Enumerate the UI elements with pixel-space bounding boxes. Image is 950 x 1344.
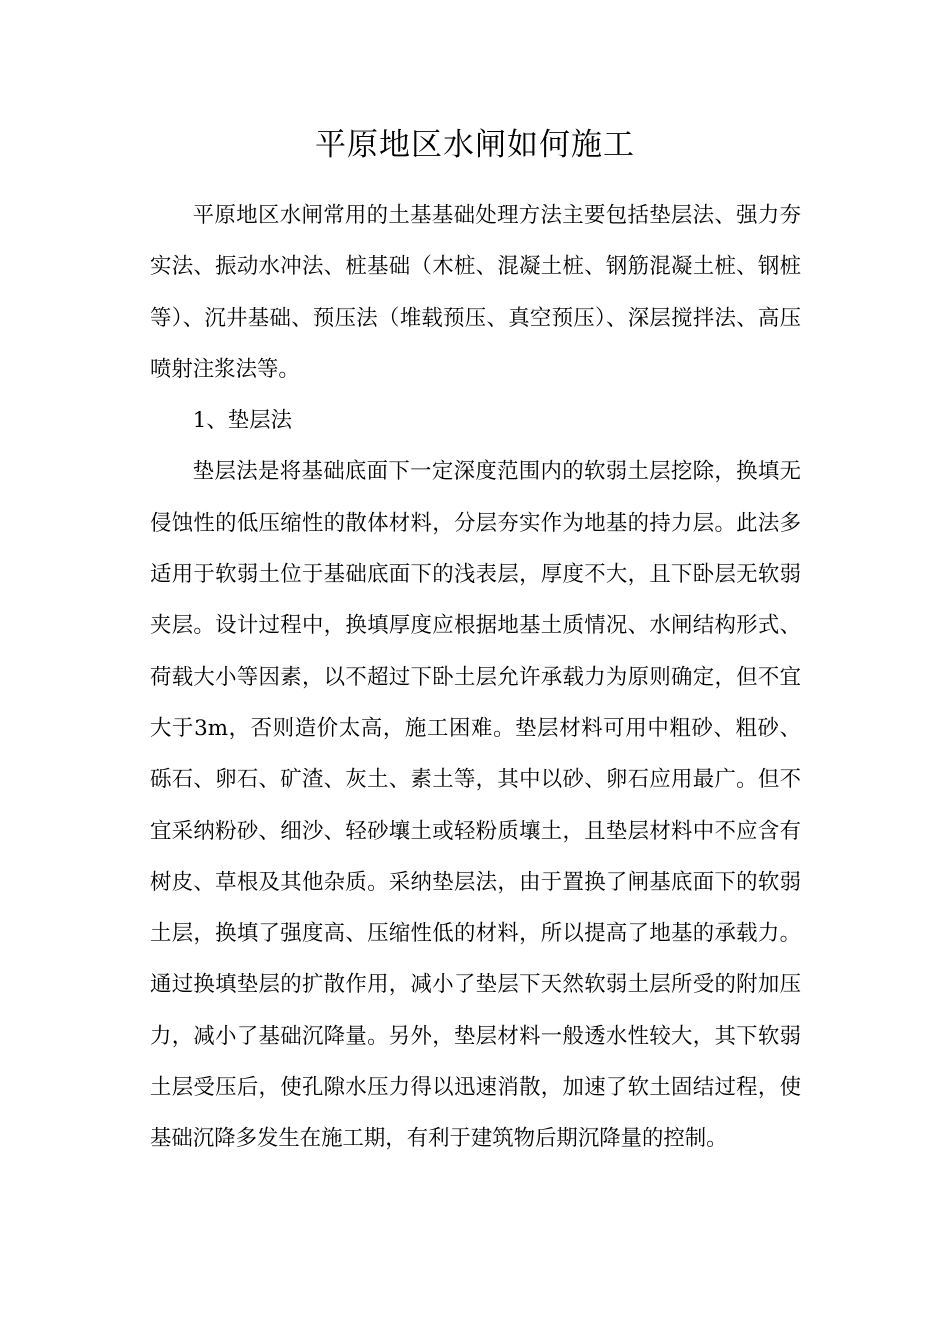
intro-paragraph: 平原地区水闸常用的土基基础处理方法主要包括垫层法、强力夯实法、振动水冲法、桩基础（木桩、混凝土桩、钢筋混凝土桩、钢桩等）、沉井基础、预压法（堆载预压、真空预压）、深层搅拌法、高压喷射注浆法等。 (150, 203, 801, 382)
section-heading-1: 1、垫层法 (192, 408, 292, 434)
document-title: 平原地区水闸如何施工 (315, 127, 635, 163)
document-body (150, 190, 801, 1165)
section-1-paragraph: 垫层法是将基础底面下一定深度范围内的软弱土层挖除，换填无侵蚀性的低压缩性的散体材料，分层夯实作为地基的持力层。此法多适用于软弱土位于基础底面下的浅表层，厚度不大，且下卧层无软弱夹层。设计过程中，换填厚度应根据地基土质情况、水闸结构形式、荷载大小等因素，以不超过下卧土层允许承载力为原则确定，但不宜大于3m，否则造价太高，施工困难。垫层材料可用中粗砂、粗砂、砾石、卵石、矿渣、灰土、素土等，其中以砂、卵石应用最广。但不宜采纳粉砂、细沙、轻砂壤土或轻粉质壤土，且垫层材料中不应含有树皮、草根及其他杂质。采纳垫层法，由于置换了闸基底面下的软弱土层，换填了强度高、压缩性低的材料，所以提高了地基的承载力。通过换填垫层的扩散作用，减小了垫层下天然软弱土层所受的附加压力，减小了基础沉降量。另外，垫层材料一般透水性较大，其下软弱土层受压后，使孔隙水压力得以迅速消散，加速了软土固结过程，使基础沉降多发生在施工期，有利于建筑物后期沉降量的控制。 (150, 459, 801, 1152)
